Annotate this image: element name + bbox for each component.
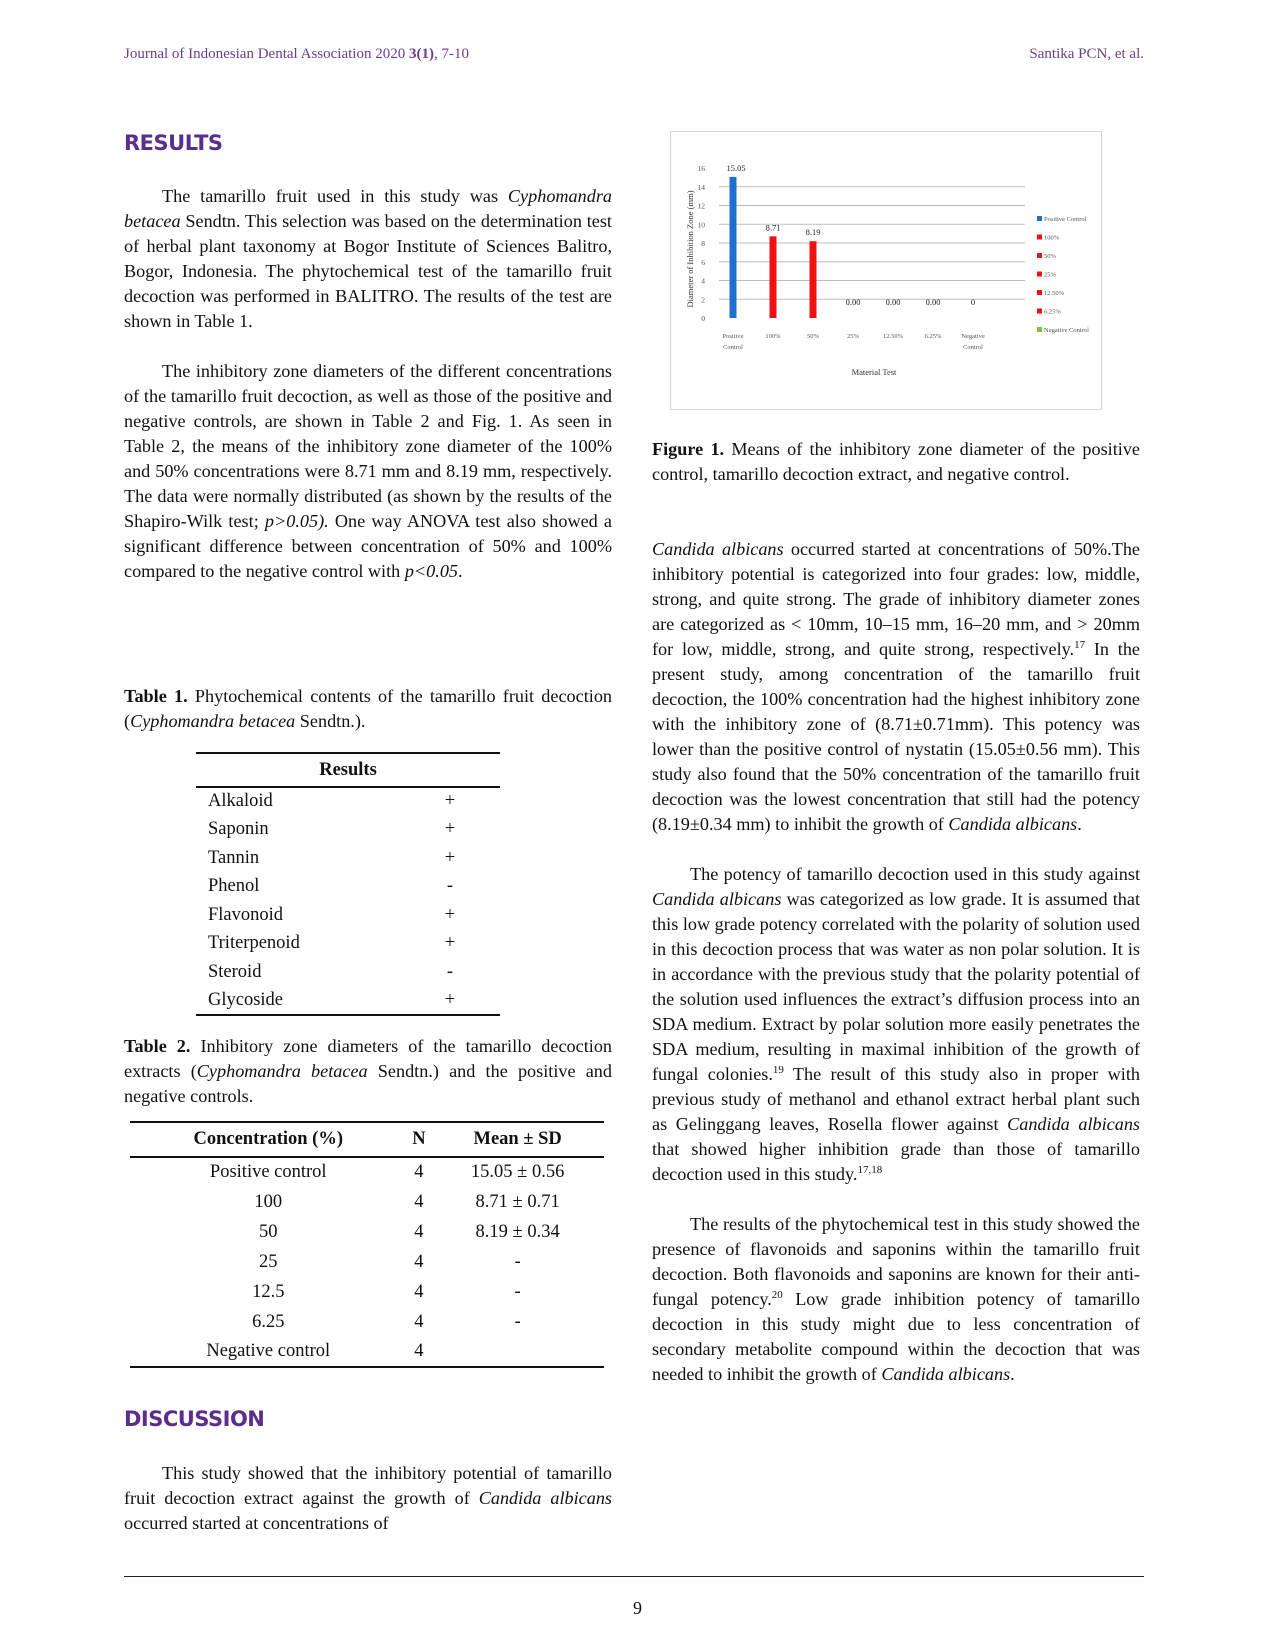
- n-cell: 4: [414, 1221, 424, 1242]
- text: occurred started at concentrations of 50%.The inhibitory potential is categorized into four grades: low, middle, strong, and quite strong. The grade of inhibitory diameter zones are categorized as < 10mm, 10–15 mm, 16–20 mm, and > 20mm for low, middle, strong, and quite strong, respectively.: [652, 539, 1140, 659]
- text: Means of the inhibitory zone diameter of the positive control, tamarillo decoction extract, and negative control.: [652, 439, 1140, 484]
- footer-rule: [124, 1576, 1144, 1577]
- mean-sd-cell: 8.19 ± 0.34: [475, 1221, 560, 1242]
- table2-body: [130, 1157, 604, 1367]
- compound-name: Flavonoid: [208, 904, 284, 925]
- legend-label: Positive Control: [1044, 216, 1087, 223]
- table-row: [196, 787, 500, 816]
- text: Sendtn.) and the positive and negative controls.: [124, 1061, 612, 1106]
- x-tick-label: 12.50%: [882, 333, 904, 340]
- text: In the present study, among concentration of the tamarillo fruit decoction, the 100% concentration had the highest inhibitory zone with the inhibitory zone of (8.71±0.71mm). This potency was lower than the positive control of nystatin (15.05±0.56 mm). This study also found that the 50% concentration of the tamarillo fruit decoction was the lowest concentration that still had the potency (8.19±0.34 mm) to inhibit the growth of: [652, 639, 1140, 834]
- discussion-heading: DISCUSSION: [124, 1407, 265, 1431]
- data-label: 8.19: [805, 227, 821, 238]
- bar: [730, 177, 737, 318]
- table-row: [130, 1337, 604, 1367]
- compound-name: Triterpenoid: [208, 933, 300, 954]
- data-label: 8.71: [765, 222, 781, 233]
- legend-label: Negative Control: [1044, 327, 1089, 334]
- text: Low grade inhibition potency of tamarillo decoction in this study might due to less concentration of secondary metabolite compound within the decoction that was needed to inhibit the growth of: [652, 1289, 1140, 1384]
- discussion-paragraph-1-cont: [652, 537, 1140, 837]
- results-text: [124, 184, 612, 584]
- y-tick-label: 4: [701, 276, 705, 286]
- text: Phytochemical contents of the tamarillo fruit decoction (: [124, 686, 613, 731]
- journal-name: Journal of Indonesian Dental Association 2020: [124, 46, 409, 62]
- table-row: [130, 1277, 604, 1307]
- citation-ref: 17: [1074, 638, 1086, 651]
- results-heading: RESULTS: [124, 131, 223, 155]
- table-row: [196, 816, 500, 845]
- figure1-chart: [670, 131, 1102, 410]
- compound-name: Steroid: [208, 961, 262, 982]
- table1-body: [196, 787, 500, 1015]
- text: The tamarillo fruit used in this study was: [162, 186, 508, 206]
- compound-result: -: [446, 876, 454, 897]
- table-row: [130, 1307, 604, 1337]
- compound-name: Saponin: [208, 819, 269, 840]
- table-row: [196, 958, 500, 987]
- discussion-text: [124, 1461, 612, 1536]
- legend-swatch: [1037, 216, 1042, 221]
- col-header-concentration: Concentration (%): [130, 1122, 407, 1157]
- n-cell: 4: [414, 1311, 424, 1332]
- p-value: p<0.05: [404, 561, 459, 581]
- text: Sendtn. This selection was based on the determination test of herbal plant taxonomy at Bogor Institute of Sciences Balitro, Bogor, Indonesia. The phytochemical test of the tamarillo fruit decoction was performed in BALITRO. The results of the test are shown in Table 1.: [124, 211, 612, 331]
- legend-swatch: [1037, 235, 1042, 240]
- bar: [770, 236, 777, 318]
- table1-phytochemical: [196, 752, 500, 1016]
- mean-sd-cell: [431, 1337, 604, 1367]
- p-value: p>0.05).: [264, 511, 329, 531]
- species-name: Cyphomandra betacea: [124, 186, 612, 231]
- table1-header: Results: [196, 753, 500, 787]
- legend-swatch: [1037, 327, 1042, 332]
- concentration-cell: 100: [254, 1191, 283, 1212]
- table-row: [196, 987, 500, 1016]
- legend-label: 6.25%: [1044, 308, 1061, 316]
- x-tick-label: Control: [723, 344, 743, 351]
- species-name: Candida albicans: [881, 1364, 1011, 1384]
- compound-name: Phenol: [208, 876, 260, 897]
- journal-issue: (1): [416, 46, 434, 62]
- table-row: [130, 1157, 604, 1187]
- discussion-paragraph-2: [652, 862, 1140, 1187]
- species-name: Candida albicans: [948, 814, 1078, 834]
- y-tick-label: 6: [701, 257, 705, 267]
- n-cell: 4: [414, 1191, 424, 1212]
- y-tick-label: 0: [701, 314, 705, 323]
- text: Inhibitory zone diameters of the tamarillo decoction extracts (: [124, 1036, 613, 1081]
- table2-inhibitory-zone: [130, 1121, 604, 1368]
- running-head: [124, 46, 1144, 68]
- compound-result: +: [444, 791, 456, 812]
- mean-sd-cell: 15.05 ± 0.56: [470, 1162, 565, 1182]
- compound-result: +: [400, 987, 500, 1016]
- citation-ref: 17,18: [857, 1163, 883, 1176]
- legend-swatch: [1037, 290, 1042, 295]
- text: This study showed that the inhibitory potential of tamarillo fruit decoction extract against the growth of: [124, 1463, 612, 1508]
- text: was categorized as low grade. It is assumed that this low grade potency correlated with the polarity of solution used in this decoction process that was water as non polar solution. It is in accordance with the previous study that the polarity potential of the solution used influences the extract’s diffusion process into an SDA medium. Extract by polar solution more easily penetrates the SDA medium, resulting in maximal inhibition of the growth of fungal colonies.: [652, 889, 1140, 1084]
- right-column-text: [652, 537, 1140, 1387]
- results-paragraph-1: [124, 184, 612, 334]
- table1-label: Table 1.: [124, 686, 188, 706]
- legend-label: 12.50%: [1044, 290, 1065, 297]
- concentration-cell: 50: [259, 1221, 278, 1242]
- compound-result: +: [444, 819, 456, 840]
- text: that showed higher inhibition grade than those of tamarillo decoction used in this study.: [652, 1139, 1140, 1184]
- y-tick-label: 10: [697, 220, 705, 230]
- x-tick-label: 50%: [807, 333, 819, 340]
- compound-result: +: [444, 933, 456, 954]
- compound-name: Alkaloid: [208, 791, 273, 812]
- concentration-cell: Positive control: [209, 1162, 327, 1182]
- mean-sd-cell: -: [514, 1281, 521, 1302]
- n-cell: 4: [414, 1281, 424, 1302]
- x-tick-label: 25%: [847, 333, 859, 340]
- figure1-caption: [652, 437, 1140, 487]
- concentration-cell: Negative control: [130, 1337, 407, 1367]
- text: The potency of tamarillo decoction used in this study against: [690, 864, 1140, 884]
- text: occurred started at concentrations of: [124, 1513, 389, 1533]
- data-label: 0.00: [845, 296, 861, 307]
- legend-swatch: [1037, 309, 1042, 314]
- table-row: [196, 873, 500, 902]
- col-header-n: N: [407, 1122, 432, 1157]
- legend-swatch: [1037, 272, 1042, 277]
- data-label: 0: [970, 296, 976, 307]
- table2-caption: [124, 1034, 612, 1109]
- text: The results of the phytochemical test in this study showed the presence of flavonoids and saponins within the tamarillo fruit decoction. Both flavonoids and saponins are known for their anti-fungal potency.: [652, 1214, 1140, 1309]
- table-row: [196, 844, 500, 873]
- y-tick-label: 8: [701, 239, 705, 248]
- text: .: [458, 561, 463, 581]
- mean-sd-cell: 8.71 ± 0.71: [475, 1191, 560, 1212]
- compound-result: -: [446, 961, 454, 982]
- text: .: [1010, 1364, 1015, 1384]
- species-name: Candida albicans: [1007, 1114, 1140, 1134]
- discussion-paragraph-1: [124, 1461, 612, 1536]
- citation-ref: 20: [771, 1288, 783, 1301]
- legend-swatch: [1037, 253, 1042, 258]
- y-tick-label: 12: [697, 201, 705, 211]
- species-name: Candida albicans: [478, 1488, 612, 1508]
- col-header-mean-sd: Mean ± SD: [431, 1122, 604, 1157]
- species-name: Candida albicans: [652, 539, 784, 559]
- table-row: [130, 1247, 604, 1277]
- species-name: Cyphomandra betacea: [196, 1061, 368, 1081]
- text: The inhibitory zone diameters of the different concentrations of the tamarillo fruit decoction, as well as those of the positive and negative controls, are shown in Table 2 and Fig. 1. As seen in Table 2, the means of the inhibitory zone diameter of the 100% and 50% concentrations were 8.71 mm and 8.19 mm, respectively. The data were normally distributed (as shown by the results of the Shapiro-Wilk test;: [124, 361, 612, 531]
- x-axis-label: Material Test: [851, 367, 897, 377]
- journal-citation: [124, 46, 469, 63]
- text: One way ANOVA test also showed a significant difference between concentration of 50% and 100% compared to the negative control with: [124, 511, 612, 581]
- table-row: [130, 1187, 604, 1217]
- concentration-cell: 12.5: [252, 1281, 285, 1302]
- citation-ref: 19: [772, 1063, 784, 1076]
- table1-caption: [124, 684, 612, 734]
- data-label: 0.00: [925, 296, 941, 307]
- x-tick-label: Positive: [722, 333, 744, 340]
- y-tick-label: 2: [701, 295, 705, 305]
- compound-result: +: [444, 904, 456, 925]
- concentration-cell: 6.25: [252, 1311, 285, 1332]
- concentration-cell: 25: [259, 1251, 278, 1272]
- page-number: 9: [633, 1598, 642, 1618]
- legend-label: 25%: [1044, 271, 1056, 279]
- x-tick-label: Control: [963, 344, 983, 351]
- compound-name: Tannin: [208, 847, 260, 868]
- n-cell: 4: [414, 1162, 424, 1182]
- legend-label: 50%: [1044, 253, 1056, 260]
- text: Sendtn.).: [295, 711, 366, 731]
- journal-pages: , 7-10: [433, 46, 469, 62]
- bar: [810, 241, 817, 318]
- bar-chart: [671, 132, 1103, 411]
- x-tick-label: Negative: [961, 333, 985, 340]
- x-tick-label: 6.25%: [924, 333, 942, 340]
- journal-volume: 3: [408, 46, 417, 62]
- results-paragraph-2: [124, 359, 612, 584]
- y-tick-label: 16: [697, 164, 705, 173]
- table-row: [196, 901, 500, 930]
- running-authors: Santika PCN, et al.: [1029, 46, 1144, 62]
- y-tick-label: 14: [697, 182, 705, 192]
- compound-result: +: [444, 847, 456, 868]
- table-row: [196, 930, 500, 959]
- compound-name: Glycoside: [196, 987, 400, 1016]
- table2-label: Table 2.: [124, 1036, 191, 1056]
- n-cell: 4: [407, 1337, 432, 1367]
- figure1-label: Figure 1.: [652, 439, 725, 459]
- n-cell: 4: [414, 1251, 424, 1272]
- species-name: Cyphomandra betacea: [130, 711, 296, 731]
- x-tick-label: 100%: [765, 333, 781, 340]
- legend-label: 100%: [1044, 234, 1060, 242]
- table-row: [130, 1217, 604, 1247]
- data-label: 0.00: [885, 296, 901, 307]
- mean-sd-cell: -: [514, 1251, 521, 1272]
- y-axis-label: Diameter of Inhibition Zone (mm): [685, 190, 695, 308]
- data-label: 15.05: [726, 162, 746, 173]
- text: .: [1077, 814, 1082, 834]
- text: The result of this study also in proper with previous study of methanol and ethanol extract herbal plant such as Gelinggang leaves, Rosella flower against: [652, 1064, 1140, 1134]
- mean-sd-cell: -: [514, 1311, 521, 1332]
- species-name: Candida albicans: [652, 889, 782, 909]
- discussion-paragraph-3: [652, 1212, 1140, 1387]
